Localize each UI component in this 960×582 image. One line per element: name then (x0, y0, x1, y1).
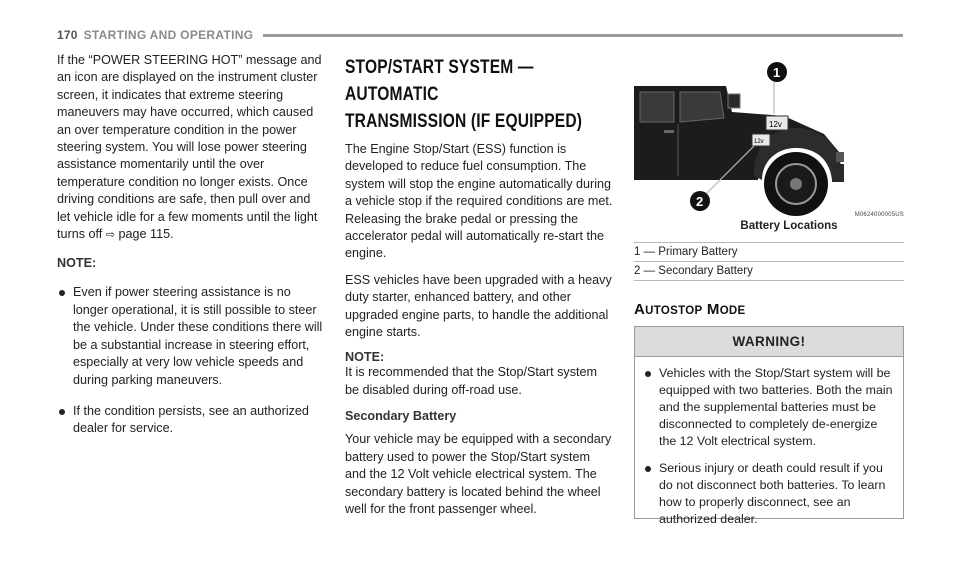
page-ref-link[interactable]: page 115. (118, 227, 174, 242)
ess-upgrade-paragraph: ESS vehicles have been upgraded with a heavy duty starter, enhanced battery, and other upgraded engine parts, to handle the additional engine starts. (345, 272, 612, 340)
section-title-line-1: STOP/START SYSTEM — AUTOMATIC (345, 57, 534, 105)
legend-item-secondary: 2 — Secondary Battery (634, 262, 904, 281)
list-item (643, 460, 895, 528)
page-ref-arrow-icon: ⇨ (105, 228, 115, 242)
ess-intro-paragraph: The Engine Stop/Start (ESS) function is developed to reduce fuel consumption. The system will stop the engine automatically during a vehicle stop if the required conditions are met. Releasing the brake pedal or pressing the accelerator pedal will automatically re-start the engine. (345, 142, 613, 261)
header-rule (263, 34, 903, 37)
vehicle-battery-diagram (634, 56, 904, 218)
bullet-text: Vehicles with the Stop/Start system will be equipped with two batteries. Both the main and the supplemental batteries must be disconnected to completely de-energize the 12 Volt electrical system. (659, 366, 893, 448)
bullet-text: Serious injury or death could result if you do not disconnect both batteries. To learn how to properly disconnect, see an authorized dealer. (659, 461, 886, 526)
power-steering-hot-paragraph (57, 52, 327, 243)
door-handle (664, 130, 674, 133)
front-bumper (832, 164, 844, 182)
secondary-battery-heading: Secondary Battery (345, 409, 457, 424)
warning-bullet-list (643, 365, 895, 528)
bullet-text: Even if power steering assistance is no longer operational, it is still possible to steer the vehicle. Under these conditions there will be a substantial increase in steering effort, especially at very low vehicle speeds and during parking maneuvers. (73, 285, 323, 387)
autostop-heading-initial-m: M (706, 301, 720, 318)
mirror-shape (728, 94, 740, 108)
note-text: It is recommended that the Stop/Start system be disabled during off-road use. (345, 365, 597, 397)
battery-locations-figure (634, 56, 904, 218)
column-right (634, 56, 904, 318)
figure-code: M0624000005US (854, 212, 904, 218)
battery-label-2: 12v (754, 139, 764, 145)
list-item (57, 403, 327, 438)
autostop-heading-initial-a: A (634, 301, 646, 318)
autostop-heading-rest-1: UTOSTOP (645, 305, 703, 317)
battery-label-1: 12v (769, 120, 782, 129)
autostop-mode-heading (634, 301, 904, 318)
column-left (57, 52, 327, 438)
secondary-battery-paragraph: Your vehicle may be equipped with a secondary battery used to power the Stop/Start system and the 12 Volt vehicle electrical system. The secondary battery is located behind the wheel well for the front passenger wheel. (345, 432, 612, 516)
bullet-icon (59, 290, 65, 296)
wheel-hub (790, 178, 802, 190)
window-shape (640, 92, 674, 122)
bullet-text: If the condition persists, see an authorized dealer for service. (73, 403, 309, 436)
list-item (57, 284, 327, 388)
section-title (345, 54, 616, 135)
bullet-icon (59, 409, 65, 415)
autostop-heading-rest-2: ODE (719, 305, 746, 317)
page-header (57, 26, 903, 44)
warning-header (635, 327, 903, 357)
callout-number-1: 1 (773, 65, 781, 80)
warning-title: WARNING! (732, 334, 806, 349)
column-middle (345, 54, 613, 518)
legend-item-primary: 1 — Primary Battery (634, 242, 904, 262)
warning-box (634, 326, 904, 526)
section-title-line-2: TRANSMISSION (IF EQUIPPED) (345, 111, 583, 132)
figure-caption: Battery Locations (740, 220, 838, 232)
warning-body (635, 357, 903, 528)
window-shape (680, 92, 724, 122)
note-bullet-list (57, 284, 327, 437)
callout-number-2: 2 (696, 194, 704, 209)
section-name: STARTING AND OPERATING (83, 28, 254, 42)
bullet-icon (645, 466, 651, 472)
note-label: NOTE: (345, 350, 385, 365)
light-shape (836, 152, 844, 162)
note-label: NOTE: (57, 256, 97, 271)
list-item (643, 365, 895, 450)
intro-text: If the “POWER STEERING HOT” message and an icon are displayed on the instrument cluster screen, it indicates that extreme steering maneuvers may have occurred, which caused an over temperature condition in the power steering system. You will lose power steering assistance momentarily until the over temperature condition no longer exists. Once driving conditions are safe, then pull over and let vehicle idle for a few moments until the light turns off (57, 53, 322, 242)
page-number: 170 (57, 28, 78, 42)
bullet-icon (645, 371, 651, 377)
